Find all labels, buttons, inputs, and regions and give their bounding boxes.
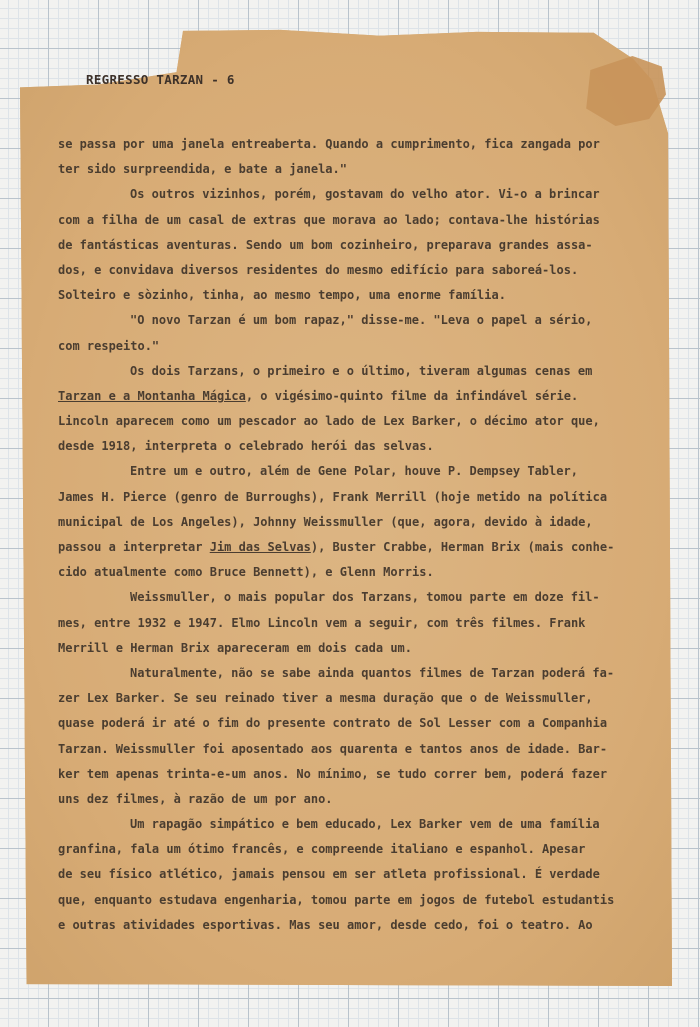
text-segment: e outras atividades esportivas. Mas seu amor, desde cedo, foi o teatro. Ao [58,917,593,932]
document-body [58,132,638,938]
text-segment: dos, e convidava diversos residentes do mesmo edifício para saboreá-los. [58,262,579,277]
text-segment: zer Lex Barker. Se seu reinado tiver a mesma duração que o de Weissmuller, [58,691,593,706]
text-segment: de seu físico atlético, jamais pensou em ser atleta profissional. É verdade [58,867,600,882]
text-line [58,334,638,359]
text-segment: granfina, fala um ótimo francês, e compreende italiano e espanhol. Apesar [58,842,586,857]
text-segment: passou a interpretar [58,540,210,554]
text-segment: ker tem apenas trinta-e-um anos. No mínimo, se tudo correr bem, poderá fazer [58,766,608,781]
text-line [58,157,638,182]
text-segment: uns dez filmes, à razão de um por ano. [58,791,333,806]
page-header: REGRESSO TARZAN - 6 [86,72,235,87]
text-segment: Tarzan. Weissmuller foi aposentado aos quarenta e tantos anos de idade. Bar- [58,741,608,756]
text-line [58,686,638,711]
text-line [58,510,638,535]
text-line [58,434,638,459]
text-line [58,711,638,736]
text-line [58,283,638,308]
text-line [58,837,638,862]
text-segment: James H. Pierce (genro de Burroughs), Frank Merrill (hoje metido na política [58,489,608,504]
text-segment: ter sido surpreendida, e bate a janela." [58,162,347,177]
text-line [58,636,638,661]
text-line [58,132,638,157]
underlined-title: Jim das Selvas [209,540,311,554]
text-segment: Um rapagão simpático e bem educado, Lex Barker vem de uma família [130,817,600,832]
text-line [58,535,638,560]
text-segment: se passa por uma janela entreaberta. Quando a cumprimento, fica zangada por [58,137,600,151]
text-segment: Os outros vizinhos, porém, gostavam do velho ator. Vi-o a brincar [130,187,600,202]
text-line [58,913,638,938]
text-segment: Lincoln aparecem como um pescador ao lado de Lex Barker, o décimo ator que, [58,414,600,429]
text-segment: com respeito." [58,338,160,353]
text-line [58,308,638,333]
text-segment: "O novo Tarzan é um bom rapaz," disse-me. "Leva o papel a sério, [130,313,593,328]
text-line [58,258,638,283]
text-line [58,359,638,384]
text-line [58,182,638,207]
text-line [58,888,638,913]
text-line [58,485,638,510]
text-segment: municipal de Los Angeles), Johnny Weissmuller (que, agora, devido à idade, [58,514,593,529]
text-line [58,459,638,484]
text-line [58,862,638,887]
text-line [58,384,638,409]
text-segment: mes, entre 1932 e 1947. Elmo Lincoln vem a seguir, com três filmes. Frank [58,615,586,630]
text-line [58,409,638,434]
text-line [58,585,638,610]
underlined-title: Tarzan e a Montanha Mágica [58,388,246,403]
text-line [58,233,638,258]
text-segment: desde 1918, interpreta o celebrado herói das selvas. [58,439,434,454]
text-line [58,611,638,636]
text-line [58,787,638,812]
text-segment: com a filha de um casal de extras que morava ao lado; contava-lhe histórias [58,212,600,227]
text-segment: que, enquanto estudava engenharia, tomou parte em jogos de futebol estudantis [58,892,615,907]
text-line [58,762,638,787]
text-line [58,737,638,762]
text-line [58,812,638,837]
text-segment: de fantásticas aventuras. Sendo um bom cozinheiro, preparava grandes assa- [58,237,593,252]
text-segment: Merrill e Herman Brix apareceram em dois cada um. [58,640,413,655]
text-segment: Entre um e outro, além de Gene Polar, houve P. Dempsey Tabler, [130,464,578,479]
text-segment: quase poderá ir até o fim do presente contrato de Sol Lesser com a Companhia [58,716,608,731]
text-segment: Os dois Tarzans, o primeiro e o último, tiveram algumas cenas em [130,363,593,378]
text-segment: ), Buster Crabbe, Herman Brix (mais conhe- [310,540,615,554]
text-line [58,208,638,233]
text-line [58,661,638,686]
text-segment: Weissmuller, o mais popular dos Tarzans, tomou parte em doze fil- [130,590,600,605]
text-segment: Naturalmente, não se sabe ainda quantos filmes de Tarzan poderá fa- [130,665,615,680]
text-line [58,560,638,585]
text-segment: cido atualmente como Bruce Bennett), e Glenn Morris. [58,565,434,580]
text-segment: , o vigésimo-quinto filme da infindável série. [245,388,579,403]
text-segment: Solteiro e sòzinho, tinha, ao mesmo tempo, uma enorme família. [58,288,506,303]
